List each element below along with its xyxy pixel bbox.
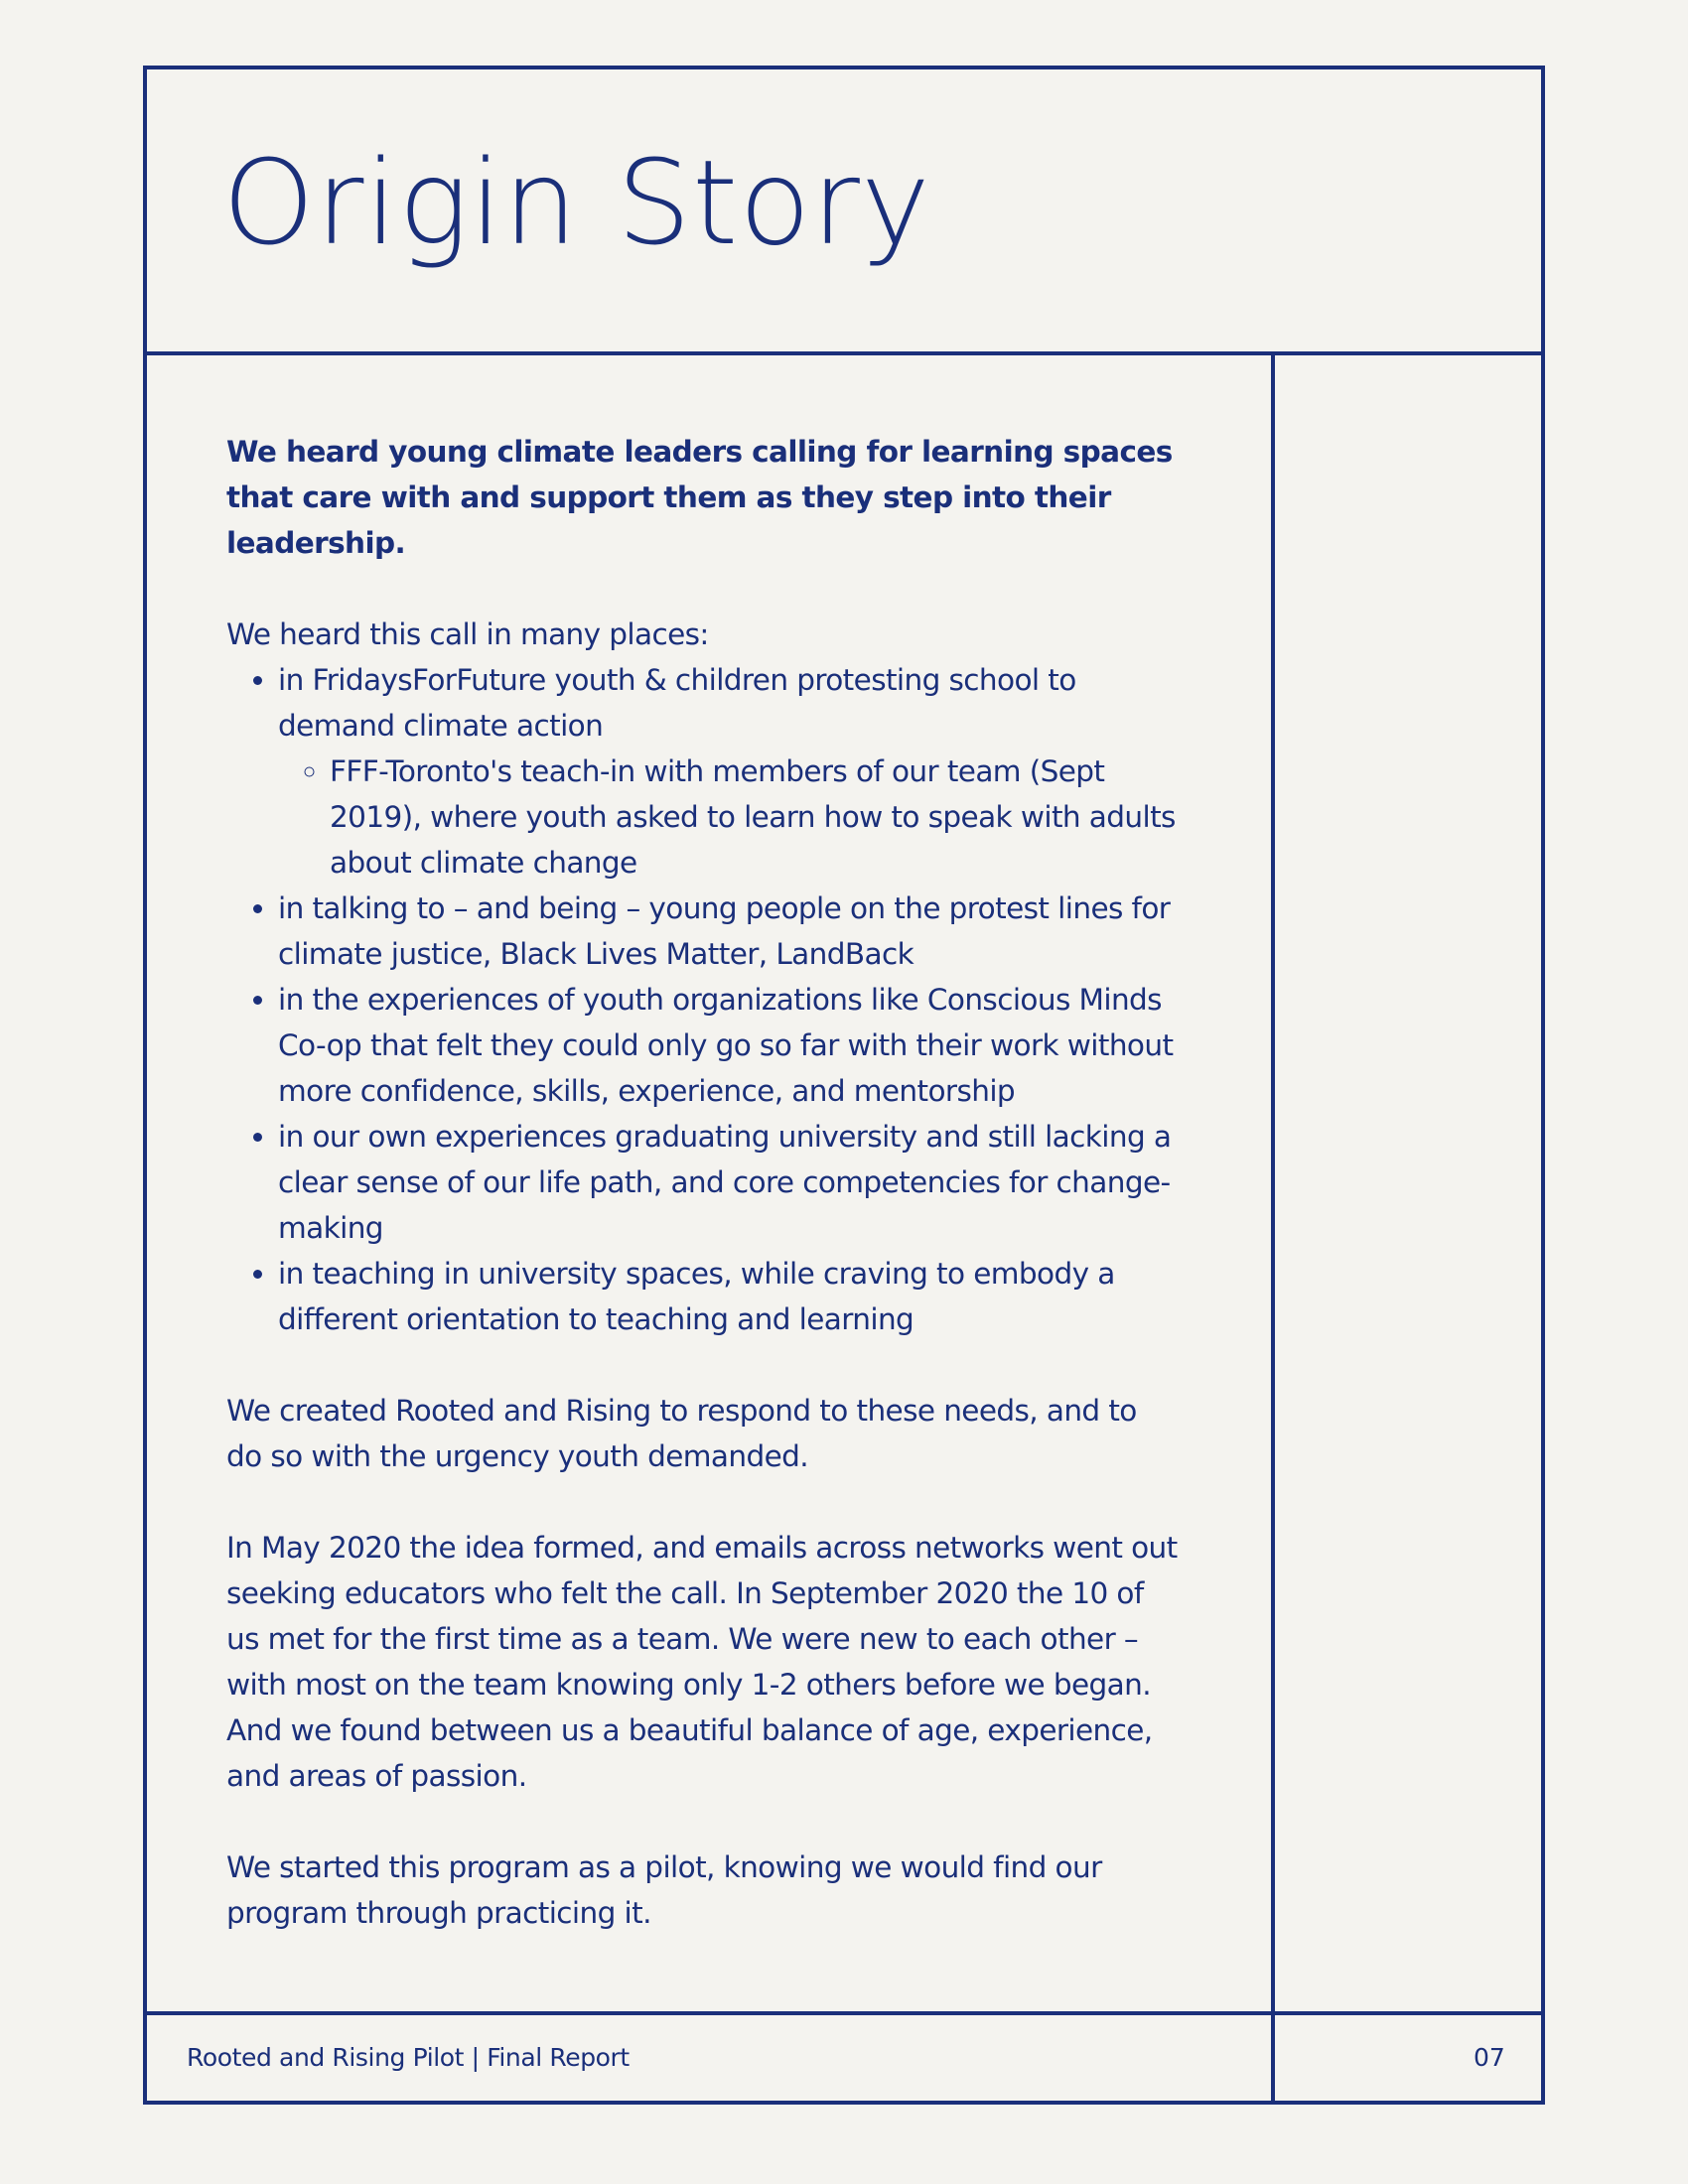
paragraph-purpose: We created Rooted and Rising to respond to these needs, and to do so with the urgency youth demanded.	[226, 1394, 1137, 1473]
list-item: • in teaching in university spaces, while craving to embody a different orientation to teaching and learning	[278, 1251, 1180, 1342]
page-title: Origin Story	[222, 134, 931, 271]
main-content	[226, 429, 1180, 1936]
call-list	[226, 657, 1180, 1342]
paragraph-history: In May 2020 the idea formed, and emails across networks went out seeking educators who felt the call. In September 2020 the 10 of us met for the first time as a team. We were new to each other – with most on the team knowing only 1-2 others before we began. And we found between us a beautiful balance of age, experience, and areas of passion.	[226, 1531, 1178, 1793]
list-item: • in the experiences of youth organizations like Conscious Minds Co-op that felt they could only go so far with their work without more confidence, skills, experience, and mentorship	[278, 977, 1180, 1114]
list-item-text: in FridaysForFuture youth & children protesting school to demand climate action	[278, 663, 1076, 743]
footer-report-title: Rooted and Rising Pilot | Final Report	[187, 2043, 630, 2072]
sub-list-item: ◦ FFF-Toronto's teach-in with members of our team (Sept 2019), where youth asked to learn how to speak with adults about climate change	[330, 749, 1180, 886]
intro-text: We heard this call in many places:	[226, 617, 709, 651]
list-item: • in our own experiences graduating university and still lacking a clear sense of our life path, and core competencies for change-making	[278, 1114, 1180, 1251]
list-item	[278, 657, 1180, 886]
page-number: 07	[1474, 2043, 1505, 2072]
lead-statement: We heard young climate leaders calling for learning spaces that care with and support them as they step into their leadership.	[226, 435, 1173, 560]
paragraph-pilot: We started this program as a pilot, knowing we would find our program through practicing it.	[226, 1850, 1102, 1930]
footer-divider	[143, 2011, 1545, 2015]
sidebar-divider	[1271, 351, 1275, 2105]
sub-list	[278, 749, 1180, 886]
header-divider	[143, 351, 1545, 355]
list-item: • in talking to – and being – young people on the protest lines for climate justice, Black Lives Matter, LandBack	[278, 886, 1180, 977]
